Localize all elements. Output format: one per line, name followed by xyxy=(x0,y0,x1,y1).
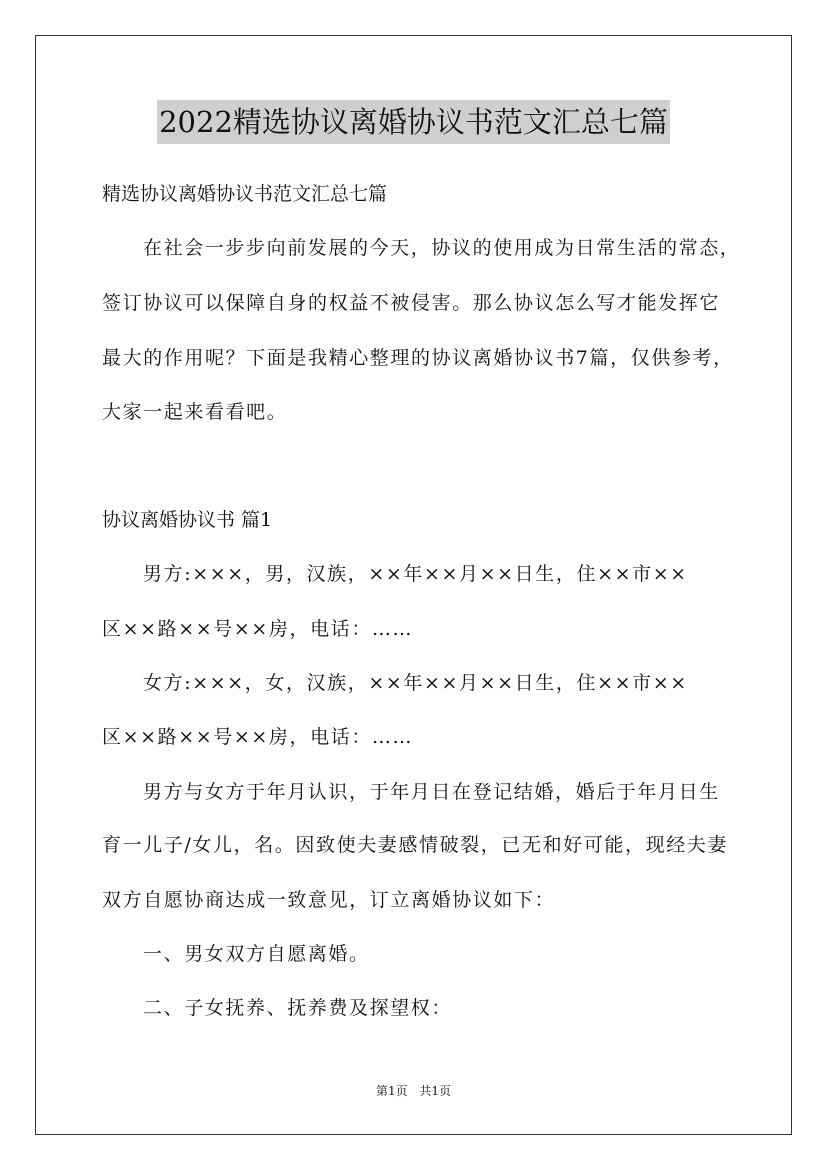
intro-line-3: 最大的作用呢？下面是我精心整理的协议离婚协议书7篇，仅供参考， xyxy=(102,347,734,369)
page-number: 第1页 xyxy=(375,1084,408,1098)
body-line-7: 双方自愿协商达成一致意见，订立离婚协议如下： xyxy=(102,889,556,911)
document-title: 2022精选协议离婚协议书范文汇总七篇 xyxy=(157,100,670,144)
body-line-8: 一、男女双方自愿离婚。 xyxy=(143,943,370,965)
body-line-4: 区××路××号××房，电话：…… xyxy=(102,726,414,748)
body-line-2: 区××路××号××房，电话：…… xyxy=(102,618,414,640)
intro-line-1: 在社会一步步向前发展的今天，协议的使用成为日常生活的常态， xyxy=(143,237,741,259)
body-line-1: 男方:×××，男，汉族，××年××月××日生，住××市×× xyxy=(143,563,688,585)
section-heading: 协议离婚协议书 篇1 xyxy=(102,509,273,531)
intro-line-2: 签订协议可以保障自身的权益不被侵害。那么协议怎么写才能发挥它 xyxy=(102,292,721,314)
body-line-9: 二、子女抚养、抚养费及探望权： xyxy=(143,997,453,1019)
page-footer xyxy=(0,1083,827,1099)
title-container xyxy=(0,100,827,144)
page-total: 共1页 xyxy=(419,1084,452,1098)
body-line-3: 女方:×××，女，汉族，××年××月××日生，住××市×× xyxy=(143,672,688,694)
document-subtitle: 精选协议离婚协议书范文汇总七篇 xyxy=(102,183,388,205)
body-line-6: 育一儿子/女儿，名。因致使夫妻感情破裂，已无和好可能，现经夫妻 xyxy=(102,834,729,856)
body-line-5: 男方与女方于年月认识，于年月日在登记结婚，婚后于年月日生 xyxy=(143,781,720,803)
intro-line-4: 大家一起来看看吧。 xyxy=(102,401,288,423)
